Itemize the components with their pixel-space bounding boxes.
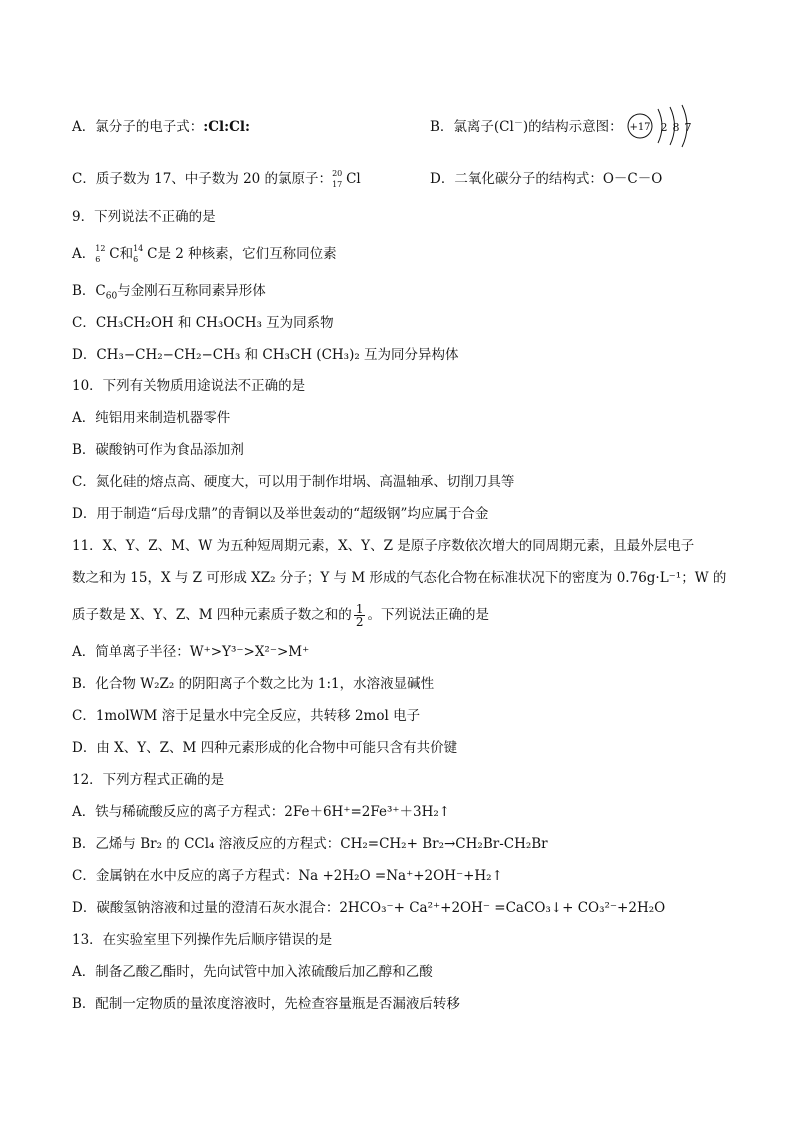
q8-option-b-rest: )的结构示意图：: [522, 119, 623, 135]
q13-option-a: A．制备乙酸乙酯时，先向试管中加入浓硫酸后加乙醇和乙酸: [72, 964, 433, 980]
q8-option-a-text: A．氯分子的电子式：: [72, 119, 204, 135]
q8-option-b-text: B．氯离子(Cl: [430, 119, 514, 135]
q9-b-rest: 与金刚石互称同素异形体: [117, 283, 266, 299]
shell-1-count: 2: [660, 121, 668, 134]
fraction-denominator: 2: [355, 615, 364, 629]
q11-stem-line-1: 11．X、Y、Z、M、W 为五种短周期元素，X、Y、Z 是原子序数依次增大的同周期元素，且最外层电子: [72, 538, 695, 554]
q9-a-prefix: A．: [72, 246, 96, 262]
q8-option-a: [72, 118, 250, 136]
q8-option-d-text: D．二氧化碳分子的结构式：O－C－O: [430, 171, 663, 187]
q11-stem3-post: 。下列说法正确的是: [367, 607, 489, 623]
q9-a-and: 和: [119, 246, 134, 262]
q11-option-c: C．1molWM 溶于足量水中完全反应，共转移 2mol 电子: [72, 708, 421, 724]
shell-2-count: 8: [672, 121, 680, 134]
chlorine-electron-formula: :Cl:Cl:: [203, 119, 250, 135]
q10-stem: 10．下列有关物质用途说法不正确的是: [72, 378, 306, 394]
c12-atomic: 6: [95, 254, 101, 264]
q11-stem-line-3: [72, 603, 489, 628]
q10-option-a: A．纯铝用来制造机器零件: [72, 410, 231, 426]
c12-mass: 12: [95, 243, 106, 253]
q10-option-b: B．碳酸钠可作为食品添加剂: [72, 442, 244, 458]
nucleus-charge: +17: [629, 122, 651, 133]
q11-stem3-pre: 质子数是 X、Y、Z、M 四种元素质子数之和的: [72, 607, 352, 623]
q9-option-a: [72, 245, 337, 264]
fraction-numerator: 1: [355, 602, 364, 616]
c14-symbol: C: [147, 246, 158, 262]
chlorine-nuclide: [332, 168, 346, 189]
q8-option-d: [430, 170, 662, 188]
q9-a-rest: 是 2 种核素，它们互称同位素: [157, 246, 337, 262]
one-half-fraction: [354, 603, 366, 628]
q13-option-b: B．配制一定物质的量浓度溶液时，先检查容量瓶是否漏液后转移: [72, 996, 460, 1012]
c14-mass: 14: [133, 243, 144, 253]
c14-atomic: 6: [133, 254, 139, 264]
q8-option-b: [430, 118, 623, 136]
chloride-structure-diagram: [626, 103, 706, 149]
q11-option-a: A．简单离子半径：W⁺>Y³⁻>X²⁻>M⁺: [72, 644, 310, 660]
q11-option-d: D．由 X、Y、Z、M 四种元素形成的化合物中可能只含有共价键: [72, 740, 458, 756]
nuclide-symbol: Cl: [346, 171, 361, 187]
mass-number: 20: [332, 168, 343, 178]
q12-option-c: C．金属钠在水中反应的离子方程式：Na +2H₂O =Na⁺+2OH⁻+H₂↑: [72, 868, 503, 884]
q12-option-d: D．碳酸氢钠溶液和过量的澄清石灰水混合：2HCO₃⁻+ Ca²⁺+2OH⁻ =CaCO₃↓+ CO₃²⁻+2H₂O: [72, 900, 666, 916]
q12-option-a: A．铁与稀硫酸反应的离子方程式：2Fe＋6H⁺=2Fe³⁺＋3H₂↑: [72, 804, 451, 820]
carbon-14-nuclide: [133, 243, 147, 264]
q12-stem: 12．下列方程式正确的是: [72, 772, 225, 788]
q13-stem: 13．在实验室里下列操作先后顺序错误的是: [72, 932, 333, 948]
atomic-number: 17: [332, 179, 343, 189]
q9-option-d: D．CH₃−CH₂−CH₂−CH₃ 和 CH₃CH (CH₃)₂ 互为同分异构体: [72, 347, 459, 363]
q8-option-b-charge: －: [513, 118, 523, 129]
q12-option-b: B．乙烯与 Br₂ 的 CCl₄ 溶液反应的方程式：CH₂=CH₂+ Br₂→CH₂Br-CH₂Br: [72, 836, 548, 852]
q10-option-c: C．氮化硅的熔点高、硬度大，可以用于制作坩埚、高温轴承、切削刀具等: [72, 474, 515, 490]
q9-stem: 9．下列说法不正确的是: [72, 209, 216, 225]
carbon-12-nuclide: [95, 243, 109, 264]
q11-stem-line-2: 数之和为 15，X 与 Z 可形成 XZ₂ 分子；Y 与 M 形成的气态化合物在标准状况下的密度为 0.76g·L⁻¹；W 的: [72, 570, 727, 586]
q8-option-c-text: C．质子数为 17、中子数为 20 的氯原子：: [72, 171, 333, 187]
q10-option-d: D．用于制造“后母戊鼎”的青铜以及举世轰动的“超级钢”均应属于合金: [72, 506, 489, 522]
shell-3-count: 7: [684, 121, 692, 134]
q8-option-c: [72, 170, 361, 189]
q9-option-c: C．CH₃CH₂OH 和 CH₃OCH₃ 互为同系物: [72, 315, 334, 331]
q9-b-prefix: B．C: [72, 283, 106, 299]
q11-option-b: B．化合物 W₂Z₂ 的阴阳离子个数之比为 1:1，水溶液显碱性: [72, 676, 435, 692]
q9-option-b: [72, 282, 266, 300]
c12-symbol: C: [109, 246, 120, 262]
q9-b-sub: 60: [105, 291, 118, 302]
